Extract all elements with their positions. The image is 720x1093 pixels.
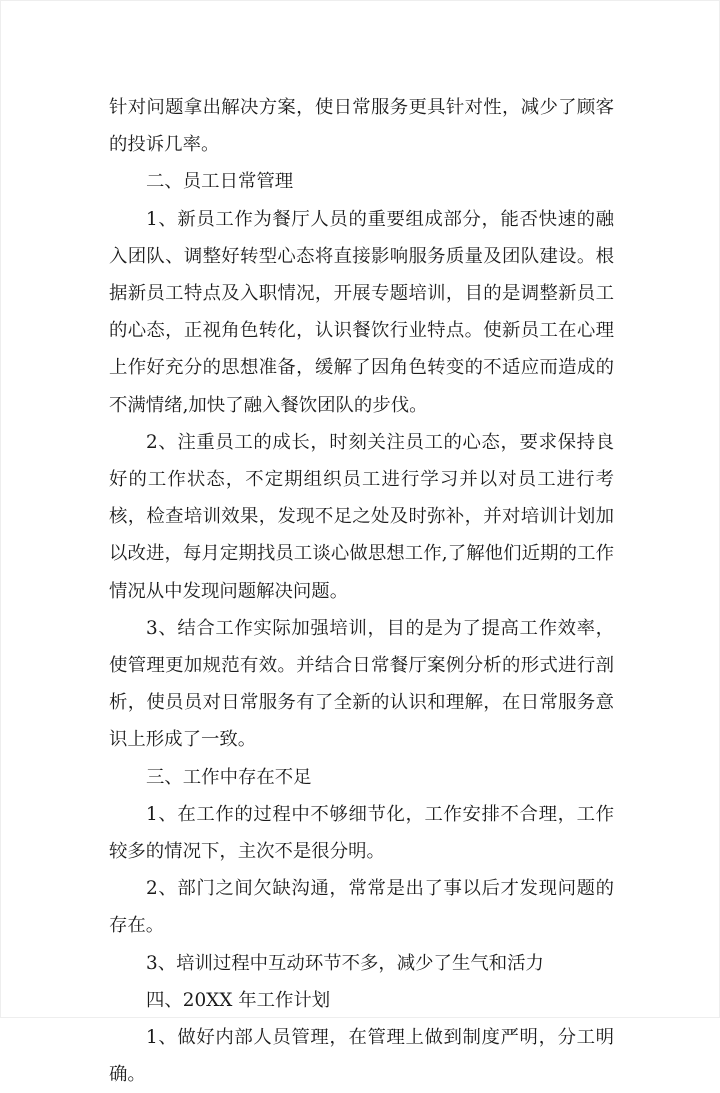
section-heading-work-plan: 四、20XX 年工作计划 — [146, 989, 331, 1011]
section-heading-staff-management: 二、员工日常管理 — [146, 171, 294, 193]
paragraph-plan-1: 1、做好内部人员管理，在管理上做到制度严明，分工明确。 — [109, 1027, 614, 1086]
paragraph-training: 3、结合工作实际加强培训，目的是为了提高工作效率，使管理更加规范有效。并结合日常餐厅案例分析的形式进行剖析，使员员对日常服务有了全新的认识和理解，在日常服务意识上形成了一致。 — [109, 617, 614, 751]
paragraph-new-staff: 1、新员工作为餐厅人员的重要组成部分，能否快速的融入团队、调整好转型心态将直接影响服务质量及团队建设。根据新员工特点及入职情况，开展专题培训，目的是调整新员工的心态，正视角色转化，认识餐饮行业特点。使新员工在心理上作好充分的思想准备，缓解了因角色转变的不适应而造成的不满情绪,加快了融入餐饮团队的步伐。 — [109, 208, 614, 416]
paragraph-continuation: 针对问题拿出解决方案，使日常服务更具针对性，减少了顾客的投诉几率。 — [109, 97, 614, 156]
paragraph-shortcoming-3: 3、培训过程中互动环节不多，减少了生气和活力 — [146, 952, 544, 974]
paragraph-shortcoming-2: 2、部门之间欠缺沟通，常常是出了事以后才发现问题的存在。 — [109, 878, 614, 937]
section-heading-shortcomings: 三、工作中存在不足 — [146, 766, 312, 788]
document-body — [109, 89, 614, 1093]
paragraph-shortcoming-1: 1、在工作的过程中不够细节化，工作安排不合理，工作较多的情况下，主次不是很分明。 — [109, 803, 614, 863]
paragraph-staff-growth: 2、注重员工的成长，时刻关注员工的心态，要求保持良好的工作状态，不定期组织员工进行学习并以对员工进行考核，检查培训效果，发现不足之处及时弥补，并对培训计划加以改进，每月定期找员工谈心做思想工作,了解他们近期的工作情况从中发现问题解决问题。 — [109, 431, 614, 602]
